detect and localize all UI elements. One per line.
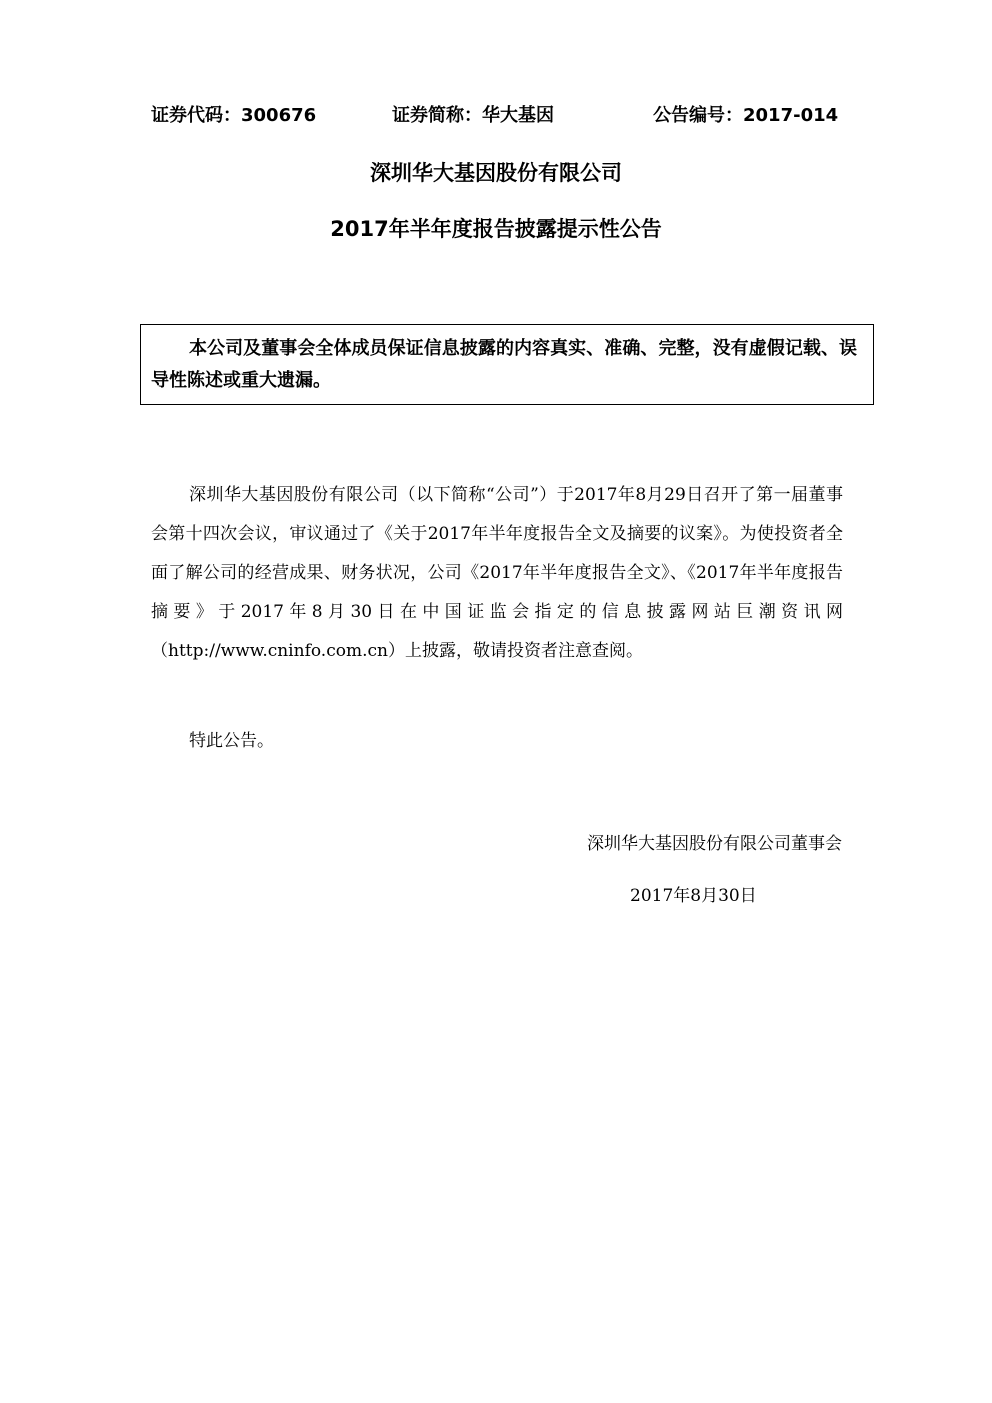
announcement-title: 2017年半年度报告披露提示性公告 [330, 217, 662, 241]
disclaimer-box [140, 324, 874, 405]
disclaimer-text: 本公司及董事会全体成员保证信息披露的内容真实、准确、完整，没有虚假记载、误导性陈述或重大遗漏。 [151, 338, 857, 391]
signature-date: 2017年8月30日 [630, 886, 757, 906]
closing-remark: 特此公告。 [189, 731, 274, 751]
announcement-number: 公告编号：2017-014 [653, 105, 839, 126]
body-paragraph: 深圳华大基因股份有限公司（以下简称“公司”）于2017年8月29日召开了第一届董事会第十四次会议，审议通过了《关于2017年半年度报告全文及摘要的议案》。为使投资者全面了解公司的经营成果、财务状况，公司《2017年半年度报告全文》、《2017年半年度报告摘要》于2017年8月30日在中国证监会指定的信息披露网站巨潮资讯网（http://www.cninfo.com.cn）上披露，敬请投资者注意查阅。 [151, 485, 843, 661]
stock-abbreviation: 证券简称：华大基因 [392, 105, 554, 126]
document-header [151, 103, 841, 129]
stock-code: 证券代码：300676 [151, 105, 317, 126]
company-title: 深圳华大基因股份有限公司 [370, 161, 622, 185]
signature-organization: 深圳华大基因股份有限公司董事会 [587, 834, 842, 854]
